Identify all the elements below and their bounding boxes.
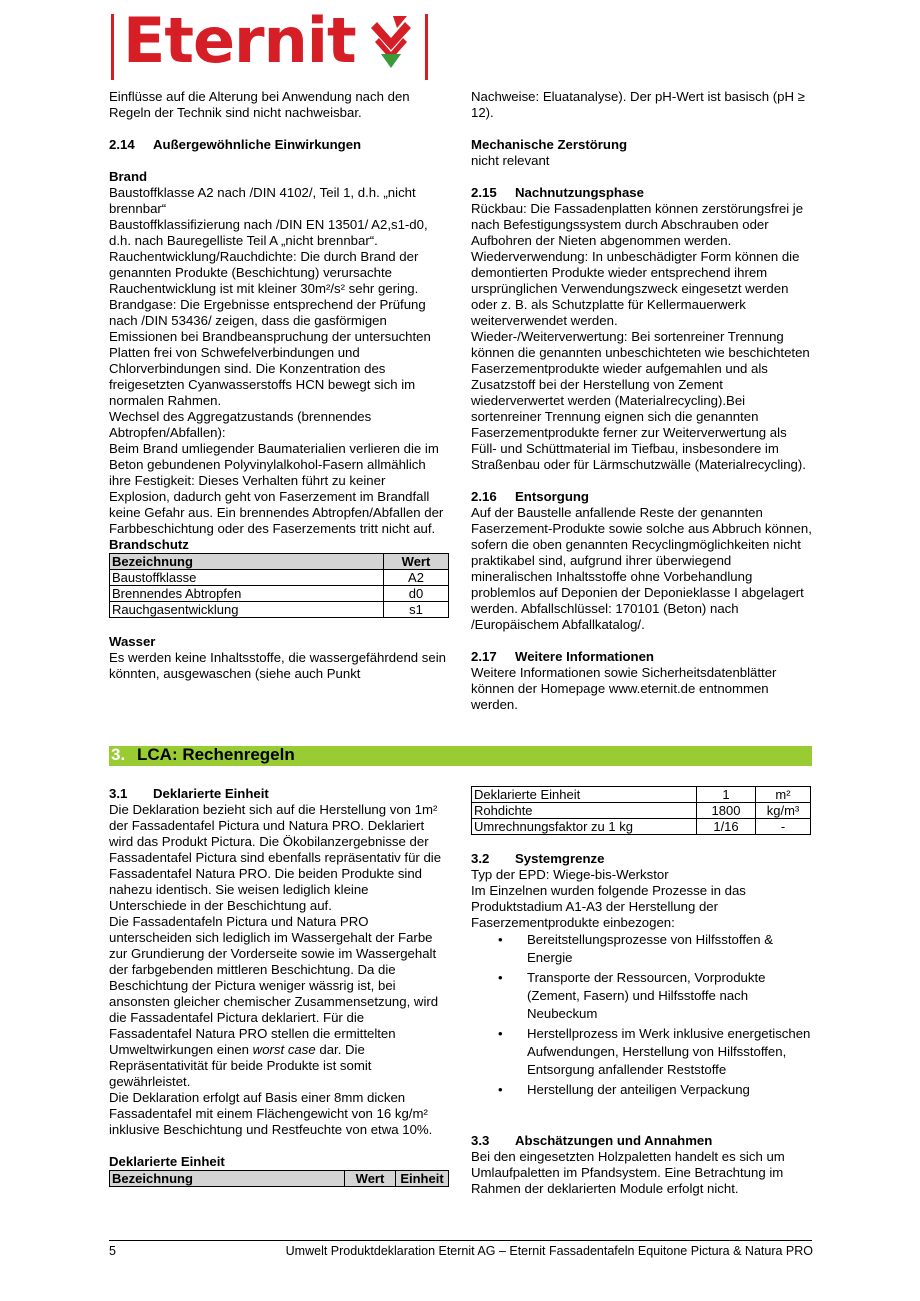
section-2-17-heading: 2.17 Weitere Informationen [471,649,654,664]
right-column-bottom [471,786,811,1197]
page-number: 5 [109,1244,116,1258]
section-3-2-heading: 3.2 Systemgrenze [471,851,605,866]
logo-wordmark: Eternit [123,4,356,77]
s215-text-3: Wieder-/Weiterverwertung: Bei sortenreiner Trennung können die genannten unbeschichteten wie beschichteten Faserzementprodukte wieder aufgemahlen und als Zusatzstoff bei der Herstellung von Zement wiederverwertet werden (Materialrecycling).Bei sortenreiner Trennung eignen sich die genannten Faserzementprodukte ferner zur Weiterverwertung als Füll- und Schüttmaterial im Tiefbau, insbesondere im Straßenbau oder für Lärmschutzwälle (Materialrecycling). [471,329,810,472]
de-table [109,1170,449,1187]
table-cell: Brennendes Abtropfen [110,586,384,602]
alterung-text: Einflüsse auf die Alterung bei Anwendung nach den Regeln der Technik sind nicht nachweisbar. [109,89,410,120]
section-3-number: 3. [111,745,126,764]
brand-text-6: Beim Brand umliegender Baumaterialien verlieren die im Beton gebundenen Polyvinylalkohol-Fasern allmählich ihre Festigkeit: Dieses Verhalten führt zu keiner Explosion, dadurch geht von Faserzement im Brandfall keine Gefahr aus. Ein brennendes Abtropfen/Abfallen der Farbbeschichtung oder des Faserzements tritt nicht auf. [109,441,444,536]
section-3-title: LCA: Rechenregeln [137,745,295,764]
table-row [110,602,449,618]
table-header: Einheit [396,1171,449,1187]
s32-text-1: Typ der EPD: Wiege-bis-Werkstor [471,867,669,882]
table-cell: 1/16 [697,819,756,835]
wasser-text: Es werden keine Inhaltsstoffe, die wassergefährdend sein könnten, ausgewaschen (siehe auch Punkt [109,650,446,681]
s216-text: Auf der Baustelle anfallende Reste der genannten Faserzement-Produkte sowie solche aus Abbruch können, sofern die oben genannten Recyclingmöglichkeiten nicht praktikabel sind, aufgrund ihrer überwiegend mineralischen Inhaltsstoffe ohne Vorbehandlung problemlos auf Deponien der Deponieklasse I abgelagert werden. Abfallschlüssel: 170101 (Beton) nach /Europäischem Abfallkatalog/. [471,505,812,632]
table-header-row [110,554,449,570]
table-cell: A2 [384,570,449,586]
brandschutz-heading: Brandschutz [109,537,189,552]
table-cell: m² [756,787,811,803]
logo-emblem-icon [367,14,415,76]
brand-text-4: Brandgase: Die Ergebnisse entsprechend der Prüfung nach /DIN 53436/ zeigen, dass die gasförmigen Emissionen bei Brandbeanspruchung der untersuchten Platten frei von Schwefelverbindungen und Chlorverbindungen sind. Die Konzentration des freigesetzten Cyanwasserstoffs HCN bewegt sich im normalen Rahmen. [109,297,431,408]
section-2-15-heading: 2.15 Nachnutzungsphase [471,185,644,200]
s31-text-3: Die Deklaration erfolgt auf Basis einer 8mm dicken Fassadentafel mit einem Flächengewicht von 16 kg/m² inklusive Beschichtung und Restfeuchte von etwa 10%. [109,1090,433,1137]
table-header: Bezeichnung [110,1171,345,1187]
brand-text-1: Baustoffklasse A2 nach /DIN 4102/, Teil 1, d.h. „nicht brennbar“ [109,185,416,216]
brand-text-2: Baustoffklassifizierung nach /DIN EN 13501/ A2,s1-d0, d.h. nach Bauregelliste Teil A „nicht brennbar“. [109,217,428,248]
brandschutz-table [109,553,449,618]
table-cell: Baustoffklasse [110,570,384,586]
left-column-bottom [109,786,449,1187]
table-cell: Rohdichte [472,803,697,819]
brand-text-5: Wechsel des Aggregatzustands (brennendes Abtropfen/Abfallen): [109,409,372,440]
logo-bar-left [111,14,114,80]
table-header-row [110,1171,449,1187]
list-item: • Bereitstellungsprozesse von Hilfsstoffen & Energie [471,931,811,967]
de-heading: Deklarierte Einheit [109,1154,225,1169]
right-column-top [471,89,813,713]
eluat-text: Nachweise: Eluatanalyse). Der pH-Wert ist basisch (pH ≥ 12). [471,89,805,120]
list-item: • Herstellung der anteiligen Verpackung [471,1081,811,1099]
s31-text-2: Die Fassadentafeln Pictura und Natura PRO unterscheiden sich lediglich im Wassergehalt der Farbe zur Grundierung der Vorderseite sowie im Wassergehalt der farbgebenden mittleren Beschichtung. Da die Beschichtung der Pictura weniger wässrig ist, bei ansonsten gleicher chemischer Zusammensetzung, wird die Fassadentafel Pictura deklariert. Für die Fassadentafel Natura PRO stellen die ermittelten Umweltwirkungen einen worst case dar. Die Repräsentativität für beide Produkte ist somit gewährleistet. [109,914,439,1089]
footer-text: Umwelt Produktdeklaration Eternit AG – Eternit Fassadentafeln Equitone Pictura & Natura PRO [285,1244,813,1258]
section-3-3-heading: 3.3 Abschätzungen und Annahmen [471,1133,713,1148]
table-header: Bezeichnung [110,554,384,570]
mech-text: nicht relevant [471,153,550,168]
table-cell: kg/m³ [756,803,811,819]
table-row [110,570,449,586]
process-list [471,931,811,1099]
logo [109,4,429,80]
section-3-1-heading: 3.1 Deklarierte Einheit [109,786,269,801]
table-cell: 1800 [697,803,756,819]
list-item: • Herstellprozess im Werk inklusive energetischen Aufwendungen, Herstellung von Hilfsstoffen, Entsorgung anfallender Reststoffe [471,1025,811,1079]
logo-bar-right [425,14,428,80]
table-cell: - [756,819,811,835]
brand-text-3: Rauchentwicklung/Rauchdichte: Die durch Brand der genannten Produkte (Beschichtung) verursachte Rauchentwicklung ist mit kleiner 30m²/s² sehr gering. [109,249,419,296]
s32-text-2: Im Einzelnen wurden folgende Prozesse in das Produktstadium A1-A3 der Herstellung der Faserzementprodukte einbezogen: [471,883,746,930]
table-header: Wert [384,554,449,570]
table-cell: d0 [384,586,449,602]
s215-text-1: Rückbau: Die Fassadenplatten können zerstörungsfrei je nach Befestigungssystem durch Abschrauben oder Aufbohren der Nieten abgenommen werden. [471,201,804,248]
wasser-heading: Wasser [109,634,156,649]
section-2-14-heading: 2.14 Außergewöhnliche Einwirkungen [109,137,362,152]
left-column-top [109,89,449,682]
footer-divider [109,1240,812,1241]
table-cell: Deklarierte Einheit [472,787,697,803]
table-row [472,803,811,819]
table-cell: s1 [384,602,449,618]
section-2-16-heading: 2.16 Entsorgung [471,489,589,504]
table-row [110,586,449,602]
s31-text-1: Die Deklaration bezieht sich auf die Herstellung von 1m² der Fassadentafel Pictura und Natura PRO. Deklariert wird das Produkt Pictura. Die Ökobilanzergebnisse der Fassadentafel Pictura sind ebenfalls repräsentativ für die Fassadentafel Natura PRO. Die beiden Produkte sind nahezu identisch. Sie weisen lediglich kleine Unterschiede in der Beschichtung auf. [109,802,442,913]
s217-text: Weitere Informationen sowie Sicherheitsdatenblätter können der Homepage www.eternit.de entnommen werden. [471,665,777,712]
table-cell: Rauchgasentwicklung [110,602,384,618]
s215-text-2: Wiederverwendung: In unbeschädigter Form können die demontierten Produkte wieder entsprechend ihrem ursprünglichen Verwendungszweck eingesetzt werden oder z. B. als Schutzplatte für Kellermauerwerk weiterverwendet werden. [471,249,800,328]
table-cell: Umrechnungsfaktor zu 1 kg [472,819,697,835]
table-cell: 1 [697,787,756,803]
table-row [472,819,811,835]
list-item: • Transporte der Ressourcen, Vorprodukte (Zement, Fasern) und Hilfsstoffe nach Neubeckum [471,969,811,1023]
table-row [472,787,811,803]
table-header: Wert [345,1171,396,1187]
brand-heading: Brand [109,169,148,184]
section-3-bar [109,746,812,766]
mech-heading: Mechanische Zerstörung [471,137,628,152]
unit-table [471,786,811,835]
s33-text: Bei den eingesetzten Holzpaletten handelt es sich um Umlaufpaletten im Pfandsystem. Eine Betrachtung im Rahmen der deklarierten Module erfolgt nicht. [471,1149,785,1196]
